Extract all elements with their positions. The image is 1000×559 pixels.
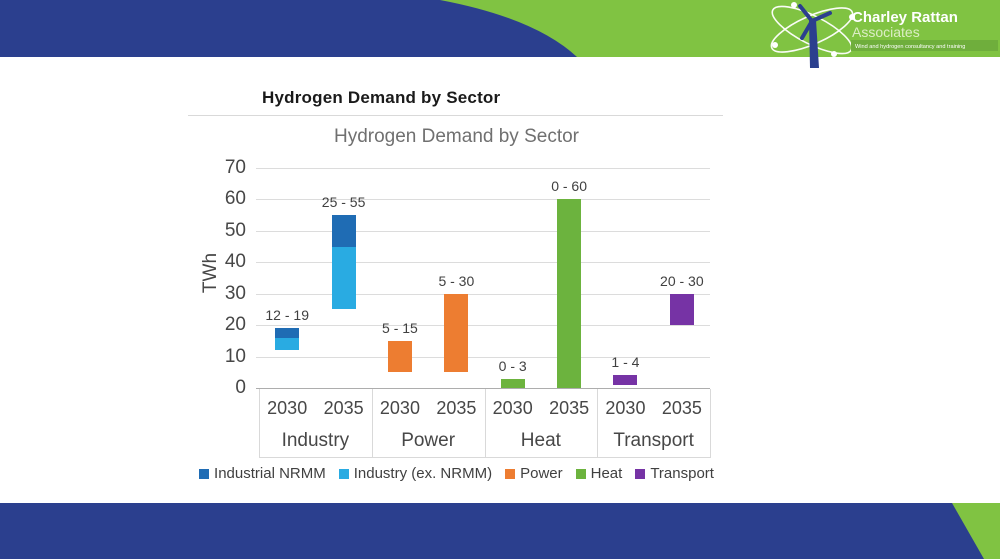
bar-segment-industry-2035 (332, 247, 356, 310)
legend-swatch-icon (576, 469, 586, 479)
y-tick-label: 50 (224, 219, 246, 241)
bottom-banner-navy-bar (0, 503, 1000, 559)
bar-segment-industry-2035 (332, 215, 356, 246)
year-tick-label: 2035 (549, 398, 590, 418)
year-tick-label: 2030 (379, 398, 420, 418)
group-label-heat: Heat (520, 430, 561, 451)
slide-heading: Hydrogen Demand by Sector (262, 88, 501, 107)
legend (190, 465, 723, 482)
y-tick-label: 20 (224, 314, 246, 336)
bar-segment-power-2035 (444, 294, 468, 373)
top-banner (0, 0, 1000, 72)
bar-segment-transport-2035 (670, 294, 694, 325)
year-tick-label: 2035 (661, 398, 702, 418)
bottom-banner (0, 503, 1000, 559)
y-axis-label: TWh (200, 252, 221, 294)
bar-segment-heat-2035 (557, 199, 581, 388)
year-tick-label: 2030 (605, 398, 646, 418)
brand-subname: Associates (852, 24, 920, 40)
y-tick-label: 0 (235, 377, 246, 398)
legend-swatch-icon (339, 469, 349, 479)
group-label-transport: Transport (613, 430, 694, 451)
legend-item (199, 465, 326, 482)
x-axis-line (256, 388, 710, 389)
legend-item (339, 465, 492, 482)
bar-range-label: 5 - 30 (438, 272, 475, 289)
y-tick-label: 30 (224, 282, 246, 304)
y-tick-label: 60 (224, 188, 246, 210)
bar-range-label: 25 - 55 (321, 194, 366, 211)
top-banner-graphic (0, 0, 1000, 72)
gridline (256, 325, 710, 326)
bar-segment-power-2030 (388, 341, 412, 372)
brand-name: Charley Rattan (852, 9, 958, 26)
legend-label: Power (520, 465, 563, 482)
gridline (256, 294, 710, 295)
bar-range-label: 1 - 4 (611, 354, 640, 371)
legend-swatch-icon (635, 469, 645, 479)
bar-range-label: 20 - 30 (660, 272, 704, 289)
legend-swatch-icon (199, 469, 209, 479)
gridline (256, 262, 710, 263)
group-label-power: Power (401, 430, 456, 451)
legend-label: Heat (590, 465, 623, 482)
bar-segment-industry-2030 (275, 328, 299, 337)
bar-range-label: 0 - 3 (498, 357, 527, 374)
year-tick-label: 2030 (492, 398, 533, 418)
y-tick-label: 40 (224, 251, 246, 273)
legend-item (635, 465, 714, 482)
gridline (256, 231, 710, 232)
year-tick-label: 2030 (267, 398, 308, 418)
legend-label: Industry (ex. NRMM) (353, 465, 493, 482)
legend-label: Industrial NRMM (214, 465, 326, 482)
bar-range-label: 12 - 19 (265, 307, 309, 324)
y-tick-label: 70 (224, 157, 246, 178)
bar-segment-heat-2030 (501, 379, 525, 388)
gridline (256, 168, 710, 169)
bar-range-label: 0 - 60 (551, 178, 587, 195)
year-tick-label: 2035 (323, 398, 364, 418)
heading-rule (188, 115, 723, 116)
x-table-divider (710, 389, 711, 458)
legend-item (576, 465, 623, 482)
legend-item (505, 465, 563, 482)
year-tick-label: 2035 (436, 398, 477, 418)
bar-range-label: 5 - 15 (382, 319, 418, 336)
bar-segment-industry-2030 (275, 338, 299, 351)
brand-tagline: Wind and hydrogen consultancy and training (855, 44, 966, 50)
group-label-industry: Industry (281, 430, 350, 451)
chart-title: Hydrogen Demand by Sector (333, 126, 579, 147)
legend-swatch-icon (505, 469, 515, 479)
legend-label: Transport (650, 465, 714, 482)
bar-segment-transport-2030 (613, 375, 637, 384)
y-tick-label: 10 (224, 345, 246, 367)
